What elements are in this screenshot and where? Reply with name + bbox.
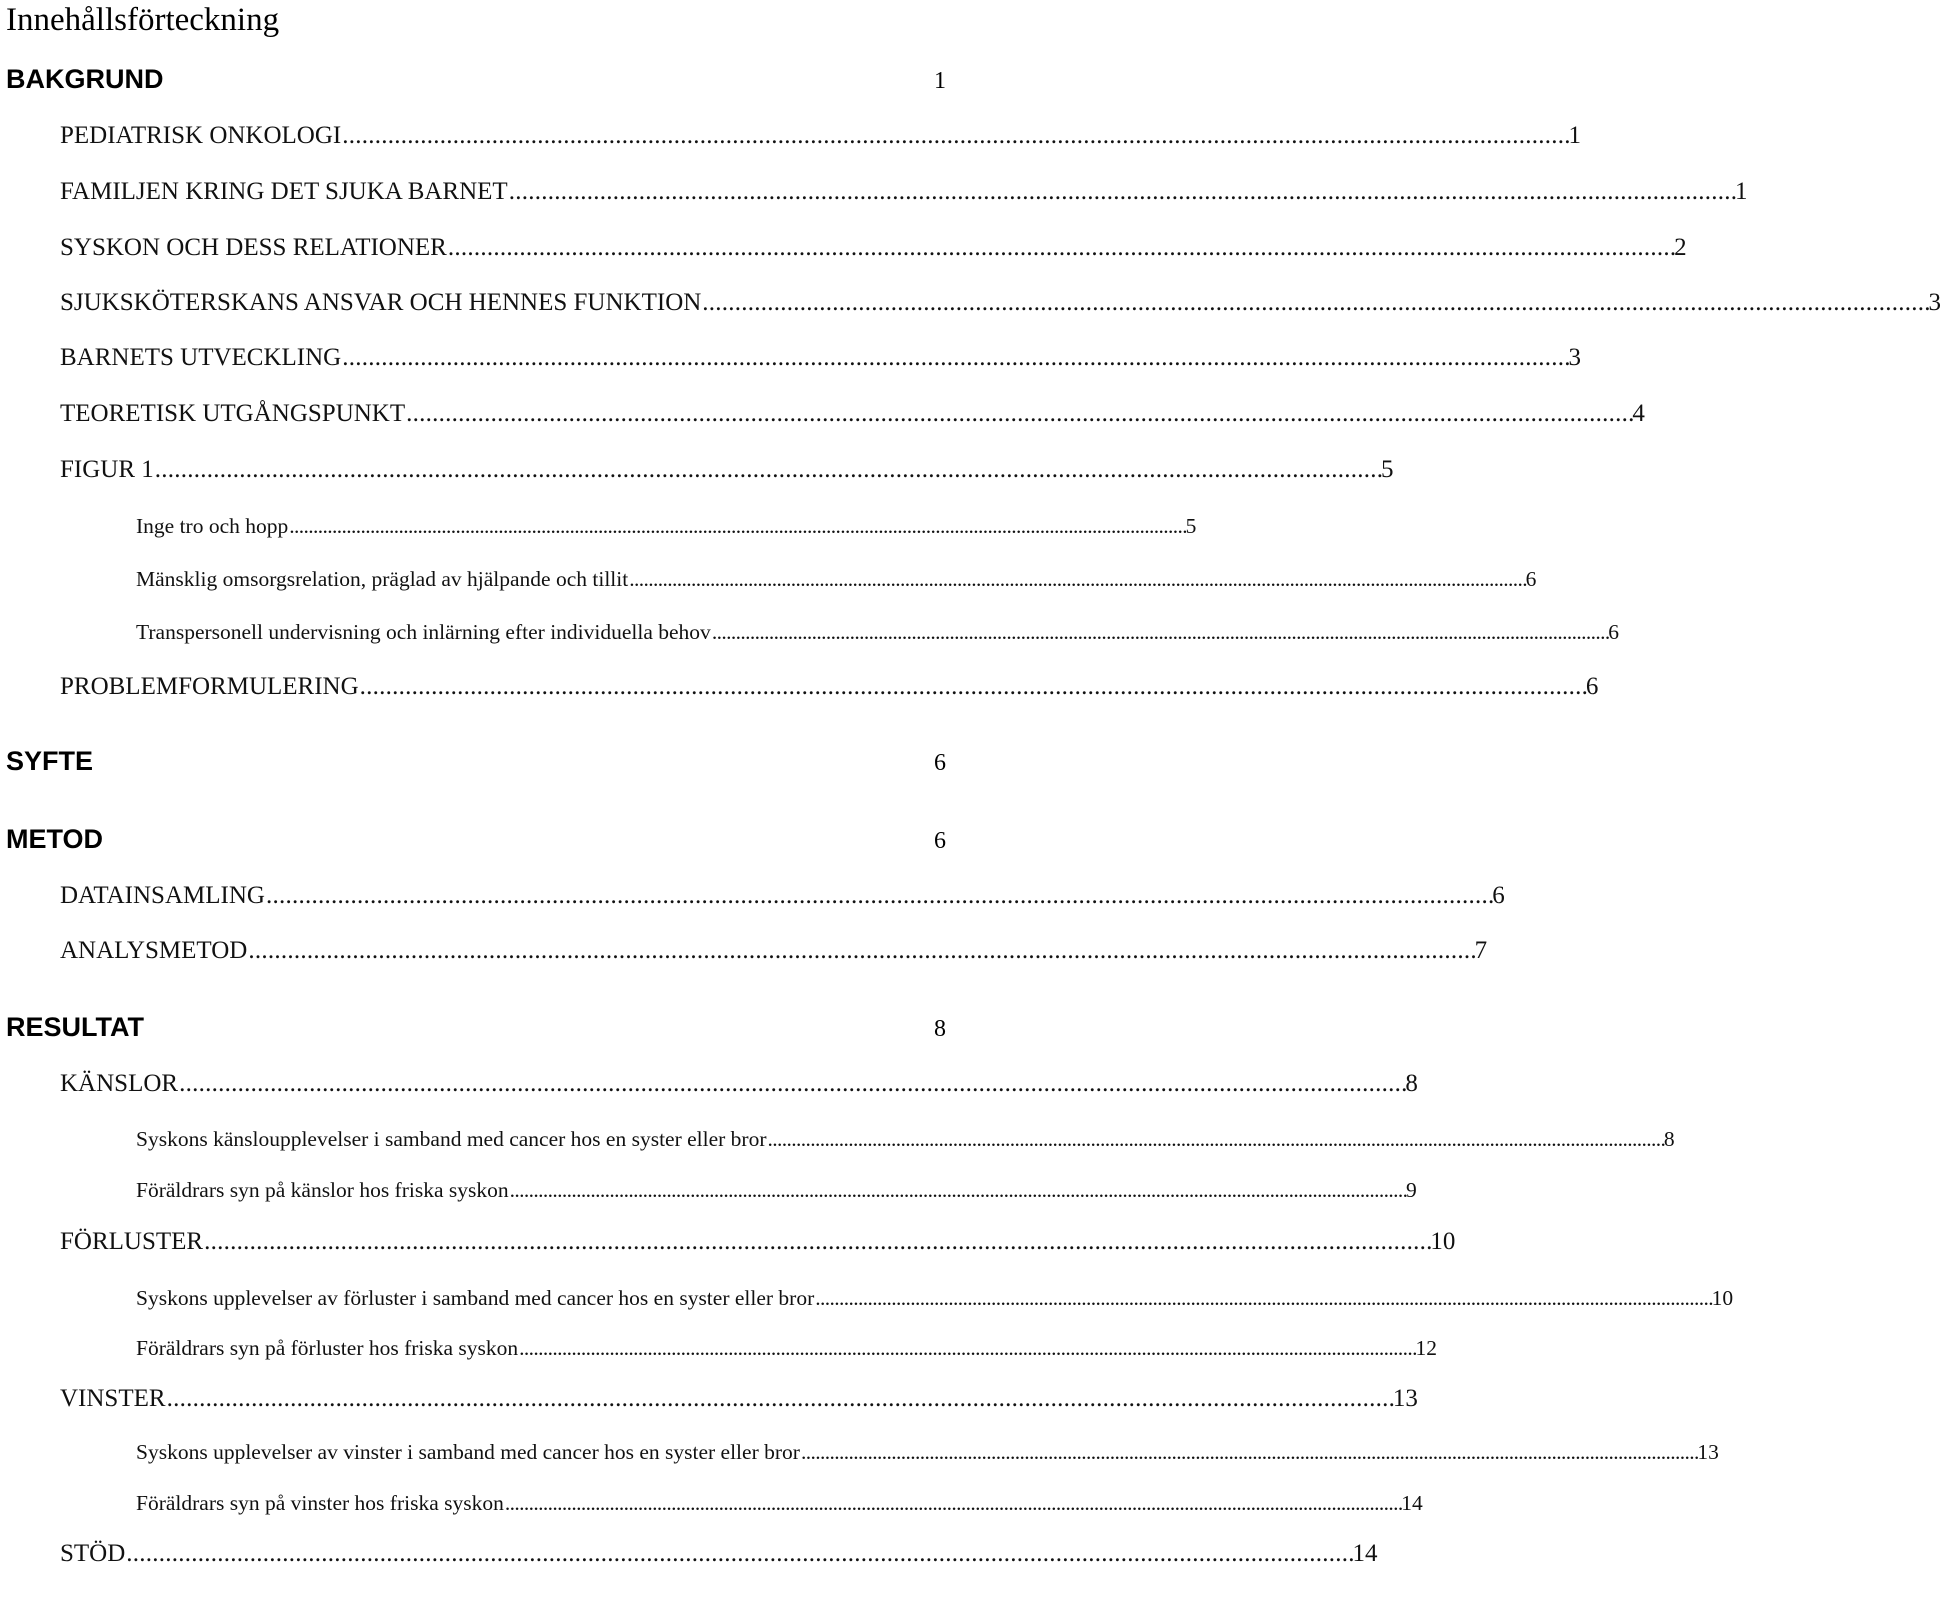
toc-entry-label: STÖD — [60, 1540, 126, 1567]
toc-leader — [768, 1127, 1663, 1152]
toc-entry-label: Transpersonell undervisning och inlärning efter individuella behov — [136, 620, 711, 644]
toc-leader — [448, 234, 1673, 262]
toc-entry-label: Syskons upplevelser av förluster i samband med cancer hos en syster eller bror — [136, 1286, 815, 1310]
toc-entry-transpersonell[interactable] — [0, 620, 1619, 645]
toc-leader — [712, 620, 1607, 645]
toc-entry-teoretisk-utgangspunkt[interactable] — [0, 400, 1645, 428]
toc-entry-problemformulering[interactable] — [0, 673, 1599, 701]
toc-entry-label: Föräldrars syn på vinster hos friska syskon — [136, 1491, 504, 1515]
toc-leader — [702, 289, 1927, 317]
toc-leader — [155, 456, 1380, 484]
toc-entry-label: Syskons känsloupplevelser i samband med cancer hos en syster eller bror — [136, 1127, 767, 1151]
toc-entry-bakgrund[interactable] — [0, 64, 946, 95]
toc-leader — [248, 937, 1473, 965]
toc-entry-label: PEDIATRISK ONKOLOGI — [60, 122, 342, 149]
toc-entry-page: 8 — [934, 1016, 946, 1042]
toc-leader — [509, 178, 1734, 206]
toc-entry-label: DATAINSAMLING — [60, 882, 265, 909]
toc-entry-page: 6 — [1608, 620, 1619, 644]
toc-entry-resultat[interactable] — [0, 1012, 946, 1043]
toc-entry-analysmetod[interactable] — [0, 937, 1488, 965]
toc-entry-inge-tro[interactable] — [0, 514, 1197, 539]
toc-entry-label: KÄNSLOR — [60, 1070, 179, 1097]
toc-entry-page: 3 — [1568, 344, 1581, 371]
toc-entry-sjukskoterskans-ansvar[interactable] — [0, 289, 1941, 317]
toc-leader — [289, 514, 1184, 539]
toc-leader — [519, 1336, 1414, 1361]
toc-leader — [505, 1491, 1400, 1516]
toc-entry-page: 10 — [1711, 1286, 1734, 1310]
toc-entry-page: 6 — [1585, 673, 1599, 700]
toc-entry-syskons-vinster[interactable] — [0, 1440, 1719, 1465]
toc-entry-label: RESULTAT — [6, 1012, 144, 1042]
toc-entry-mansklig-omsorgsrelation[interactable] — [0, 567, 1537, 592]
toc-entry-page: 5 — [1381, 456, 1394, 483]
toc-entry-pediatrisk-onkologi[interactable] — [0, 122, 1581, 150]
toc-entry-label: Inge tro och hopp — [136, 514, 289, 538]
toc-entry-page: 13 — [1392, 1385, 1418, 1412]
toc-entry-barnets-utveckling[interactable] — [0, 344, 1581, 372]
toc-entry-page: 12 — [1415, 1336, 1438, 1360]
toc-entry-page: 2 — [1674, 234, 1687, 261]
toc-entry-page: 6 — [1492, 882, 1505, 909]
toc-entry-syfte[interactable] — [0, 746, 946, 777]
toc-entry-label: FIGUR 1 — [60, 456, 154, 483]
toc-entry-stod[interactable] — [0, 1540, 1378, 1568]
toc-title: Innehållsförteckning — [6, 2, 280, 38]
toc-entry-page: 5 — [1185, 514, 1197, 538]
toc-entry-page: 4 — [1632, 400, 1645, 427]
toc-entry-familjen[interactable] — [0, 178, 1748, 206]
toc-entry-metod[interactable] — [0, 824, 946, 855]
toc-leader — [342, 344, 1567, 372]
toc-entry-label: Syskons upplevelser av vinster i samband med cancer hos en syster eller bror — [136, 1440, 800, 1464]
toc-entry-page: 6 — [1525, 567, 1537, 591]
toc-entry-label: Mänsklig omsorgsrelation, präglad av hjälpande och tillit — [136, 567, 629, 591]
toc-entry-label: VINSTER — [60, 1385, 166, 1412]
toc-entry-page: 10 — [1430, 1228, 1456, 1255]
toc-entry-label: FÖRLUSTER — [60, 1228, 204, 1255]
toc-leader — [406, 400, 1631, 428]
toc-entry-page: 1 — [1734, 178, 1748, 205]
toc-leader — [342, 122, 1567, 150]
toc-entry-syskons-forluster[interactable] — [0, 1286, 1734, 1311]
toc-entry-label: SYFTE — [6, 746, 94, 776]
toc-entry-page: 1 — [1568, 122, 1581, 149]
toc-leader — [360, 673, 1585, 701]
toc-leader — [204, 1228, 1429, 1256]
toc-entry-syskons-kanslo[interactable] — [0, 1127, 1675, 1152]
toc-entry-kanslor[interactable] — [0, 1070, 1418, 1098]
toc-entry-label: METOD — [6, 824, 104, 854]
toc-leader — [126, 1540, 1351, 1568]
toc-entry-page: 6 — [934, 828, 946, 854]
toc-entry-page: 1 — [934, 68, 946, 94]
toc-entry-page: 6 — [934, 750, 946, 776]
toc-entry-page: 9 — [1406, 1178, 1417, 1202]
toc-entry-foraldrars-forluster[interactable] — [0, 1336, 1438, 1361]
toc-entry-page: 8 — [1663, 1127, 1675, 1151]
toc-entry-page: 14 — [1401, 1491, 1423, 1515]
toc-leader — [510, 1178, 1405, 1203]
toc-entry-syskon-relationer[interactable] — [0, 234, 1687, 262]
toc-entry-datainsamling[interactable] — [0, 882, 1505, 910]
toc-entry-label: BARNETS UTVECKLING — [60, 344, 342, 371]
toc-entry-label: Föräldrars syn på förluster hos friska syskon — [136, 1336, 519, 1360]
toc-entry-label: BAKGRUND — [6, 64, 164, 94]
toc-entry-label: FAMILJEN KRING DET SJUKA BARNET — [60, 178, 508, 205]
toc-entry-forluster[interactable] — [0, 1228, 1456, 1256]
toc-leader — [815, 1286, 1710, 1311]
toc-entry-figur-1[interactable] — [0, 456, 1394, 484]
toc-entry-page: 13 — [1697, 1440, 1719, 1464]
toc-leader — [801, 1440, 1696, 1465]
toc-entry-foraldrars-vinster[interactable] — [0, 1491, 1423, 1516]
toc-leader — [629, 567, 1524, 592]
toc-entry-vinster[interactable] — [0, 1385, 1418, 1413]
toc-leader — [179, 1070, 1404, 1098]
toc-leader — [266, 882, 1491, 910]
toc-entry-page: 7 — [1474, 937, 1488, 964]
toc-leader — [167, 1385, 1392, 1413]
toc-entry-foraldrars-kanslor[interactable] — [0, 1178, 1417, 1203]
toc-entry-page: 14 — [1352, 1540, 1378, 1567]
toc-entry-page: 8 — [1405, 1070, 1418, 1097]
toc-entry-label: ANALYSMETOD — [60, 937, 248, 964]
toc-entry-label: TEORETISK UTGÅNGSPUNKT — [60, 400, 406, 427]
toc-entry-page: 3 — [1928, 289, 1941, 316]
toc-entry-label: SYSKON OCH DESS RELATIONER — [60, 234, 447, 261]
toc-entry-label: SJUKSKÖTERSKANS ANSVAR OCH HENNES FUNKTION — [60, 289, 702, 316]
toc-entry-label: Föräldrars syn på känslor hos friska syskon — [136, 1178, 509, 1202]
toc-entry-label: PROBLEMFORMULERING — [60, 673, 359, 700]
